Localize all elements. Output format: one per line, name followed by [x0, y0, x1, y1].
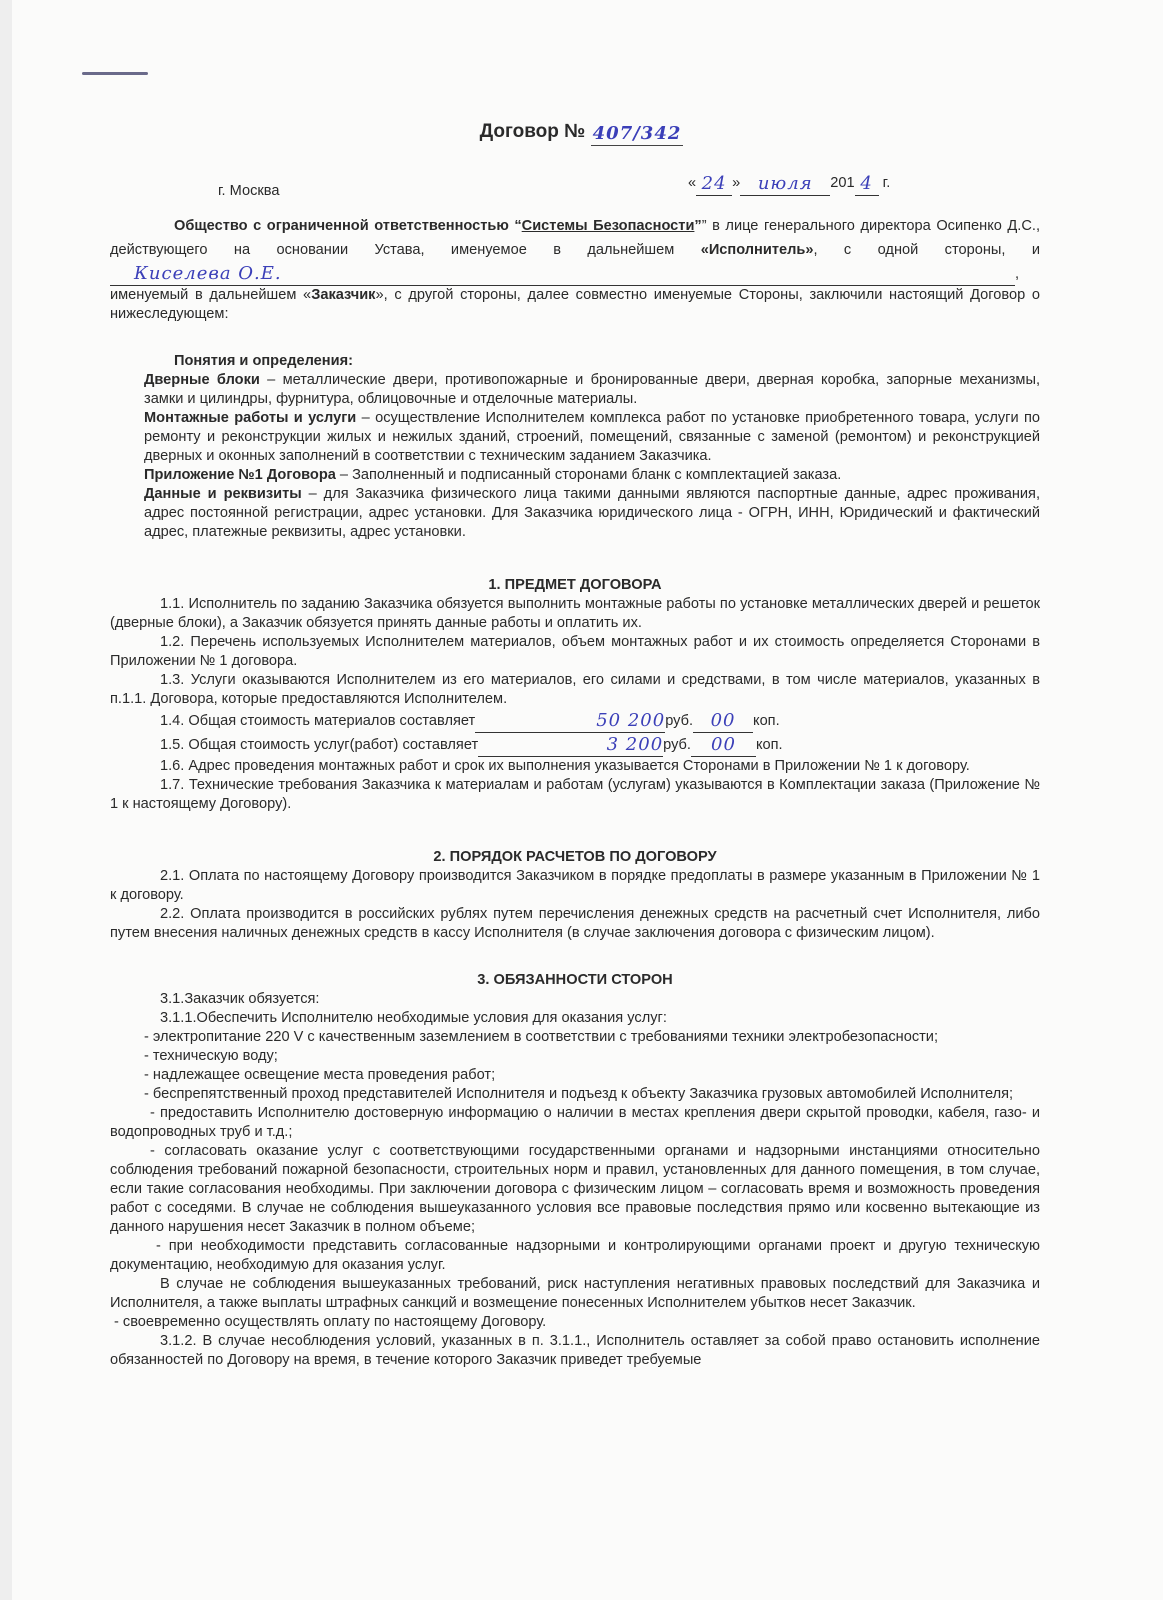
date-month: июля: [740, 173, 830, 196]
clause-1-2: 1.2. Перечень используемых Исполнителем материалов, объем монтажных работ и их стоимость определяется Сторонами в Приложении № 1 договора.: [110, 634, 1040, 669]
section-1-heading: 1. ПРЕДМЕТ ДОГОВОРА: [488, 577, 662, 593]
definition-text: – для Заказчика физического лица такими данными являются паспортные данные, адрес проживания, адрес постоянной регистрации, адрес установки. Для Заказчика юридического лица - ОГРН, ИНН, Юридический и фактический адрес, платежные реквизиты, адрес установки.: [144, 486, 1040, 540]
obligation-item: - электропитание 220 V с качественным заземлением в соответствии с требованиями техники электробезопасности;: [144, 1029, 939, 1045]
clause-text: 1.5. Общая стоимость услуг(работ) составляет: [160, 737, 479, 753]
obligation-item: - надлежащее освещение места проведения работ;: [144, 1067, 496, 1083]
clause-2-1: 2.1. Оплата по настоящему Договору производится Заказчиком в порядке предоплаты в размере указанным в Приложении № 1 к договору.: [110, 868, 1040, 903]
kop-label: коп.: [755, 737, 783, 753]
city: г. Москва: [218, 183, 280, 199]
materials-kop-field: [693, 710, 753, 733]
date-year-digit: 4: [855, 173, 879, 196]
materials-rub-field: [475, 710, 665, 733]
risk-paragraph: В случае не соблюдения вышеуказанных требований, риск наступления негативных правовых последствий для Заказчика и Исполнителя, а также выплаты штрафных санкций и возмещение понесенных Исполнителем убытков несет Заказчик.: [110, 1276, 1040, 1311]
definition-item: [144, 466, 1040, 485]
customer-name: Киселева О.Е.: [134, 263, 282, 284]
contract-number: 407/342: [592, 123, 682, 144]
preamble-text: Общество с ограниченной ответственностью “: [174, 218, 522, 234]
services-kop: 00: [711, 734, 736, 755]
clause-1-6: 1.6. Адрес проведения монтажных работ и срок их выполнения указывается Сторонами в Приложении № 1 к договору.: [160, 758, 970, 774]
rub-label: руб.: [665, 713, 694, 729]
obligation-item: - техническую воду;: [144, 1048, 278, 1064]
clause-1-4: [110, 709, 1040, 733]
definition-term: Данные и реквизиты: [144, 486, 302, 502]
clause-3-1: 3.1.Заказчик обязуется:: [160, 991, 320, 1007]
company-name: Системы Безопасности: [521, 218, 695, 234]
document-body: [110, 214, 1040, 1410]
date-year-prefix: 201: [830, 175, 855, 191]
materials-rub: 50 200: [596, 710, 666, 731]
obligation-item: - при необходимости представить согласованные надзорными и контролирующими органами проект и другую техническую документацию, необходимую для оказания услуг.: [110, 1238, 1040, 1273]
rub-label: руб.: [663, 737, 691, 753]
clause-1-7: 1.7. Технические требования Заказчика к материалам и работам (услугам) указываются в Комплектации заказа (Приложение № 1 к настоящему Договору).: [110, 777, 1040, 812]
section-3-heading: 3. ОБЯЗАННОСТИ СТОРОН: [477, 972, 673, 988]
date-day: 24: [696, 173, 732, 196]
preamble-text-5: », с другой стороны, далее совместно именуемые Стороны, заключили настоящий Договор о нижеследующем:: [110, 287, 1040, 322]
document-title: [0, 118, 1163, 146]
definition-term: Приложение №1 Договора: [144, 467, 336, 483]
clause-text: 1.4. Общая стоимость материалов составляет: [160, 713, 476, 729]
section-2-heading: 2. ПОРЯДОК РАСЧЕТОВ ПО ДОГОВОРУ: [433, 849, 717, 865]
definition-text: – Заполненный и подписанный сторонами бланк с комплектацией заказа.: [335, 467, 842, 483]
clause-1-5: [110, 733, 1040, 757]
clause-3-1-1: 3.1.1.Обеспечить Исполнителю необходимые условия для оказания услуг:: [160, 1010, 667, 1026]
contract-date: « 24 » июля 201 4 г.: [688, 173, 891, 194]
definition-term: Дверные блоки: [144, 372, 260, 388]
customer-name-field: [110, 263, 1015, 286]
preamble-parties: Общество с ограниченной ответственностью “Системы Безопасности”” в лице генерального директора Осипенко Д.С., действующего на основании Устава, именуемое в дальнейшем «Исполнитель», с одной стороны, иКиселева О.Е. ,: [110, 218, 1041, 284]
title-text: Договор №: [479, 121, 586, 142]
scan-mark: [82, 72, 148, 75]
preamble-text-2: ” в лице генерального директора Осипенко Д.С., действующего на основании Устава, именуемое в дальнейшем: [110, 218, 1041, 258]
materials-kop: 00: [710, 710, 736, 731]
definition-text: – металлические двери, противопожарные и бронированные двери, дверная коробка, запорные механизмы, замки и цилиндры, фурнитура, облицовочные и отделочные материалы.: [144, 372, 1040, 407]
executor-term: «Исполнитель»: [700, 242, 814, 258]
kop-label: коп.: [753, 713, 780, 729]
obligation-item: - согласовать оказание услуг с соответствующими государственными органами и надзорными инстанциями относительно соблюдения требований пожарной безопасности, строительных норм и правил, установленных для данного помещения, в том случае, если такие согласования необходимы. При заключении договора с физическим лицом – согласовать время и возможность проведения работ с соседями. В случае не соблюдения вышеуказанного условия все правовые последствия прямо или косвенно вытекающие из данного нарушения несет Заказчик в полном объеме;: [110, 1143, 1040, 1235]
preamble-text-3: , с одной стороны, и: [813, 242, 1040, 258]
preamble-text-4: именуемый в дальнейшем «: [110, 287, 312, 303]
definitions-heading: Понятия и определения:: [174, 353, 353, 369]
services-rub-field: [478, 734, 663, 757]
definition-item: [144, 371, 1040, 409]
definition-item: [144, 409, 1040, 466]
clause-3-1-2: 3.1.2. В случае несоблюдения условий, указанных в п. 3.1.1., Исполнитель оставляет за собой право остановить исполнение обязанностей по Договору на время, в течение которого Заказчик приведет требуемые: [110, 1333, 1040, 1368]
payment-obligation: - своевременно осуществлять оплату по настоящему Договору.: [114, 1314, 547, 1330]
clause-1-3: 1.3. Услуги оказываются Исполнителем из его материалов, его силами и средствами, в том числе материалов, указанных в п.1.1. Договора, которые предоставляются Исполнителем.: [110, 672, 1040, 707]
clause-2-2: 2.2. Оплата производится в российских рублях путем перечисления денежных средств на расчетный счет Исполнителя, либо путем внесения наличных денежных средств в кассу Исполнителя (в случае заключения договора с физическим лицом).: [110, 906, 1040, 941]
obligation-item: - беспрепятственный проход представителей Исполнителя и подъезд к объекту Заказчика грузовых автомобилей Исполнителя;: [144, 1086, 1014, 1102]
services-kop-field: [691, 734, 756, 757]
date-suffix: г.: [882, 175, 891, 191]
clause-1-1: 1.1. Исполнитель по заданию Заказчика обязуется выполнить монтажные работы по установке металлических дверей и решеток (дверные блоки), а Заказчик обязуется принять данные работы и оплатить их.: [110, 596, 1040, 631]
definition-item: [144, 485, 1040, 542]
customer-term: Заказчик: [311, 287, 376, 303]
obligation-item: - предоставить Исполнителю достоверную информацию о наличии в местах крепления двери скрытой проводки, кабеля, газо- и водопроводных труб и т.д.;: [110, 1105, 1040, 1140]
definition-term: Монтажные работы и услуги: [144, 410, 357, 426]
scan-edge: [0, 0, 12, 1600]
preamble-customer: [110, 286, 1040, 324]
services-rub: 3 200: [606, 734, 664, 755]
definitions: [110, 352, 1040, 542]
definition-text: – осуществление Исполнителем комплекса работ по установке приобретенного товара, услуги по ремонту и реконструкции жилых и нежилых зданий, строений, помещений, связанные с заменой (ремонтом) и реконструкцией дверных и оконных заполнений в соответствии с техническим заданием Заказчика.: [144, 410, 1040, 464]
